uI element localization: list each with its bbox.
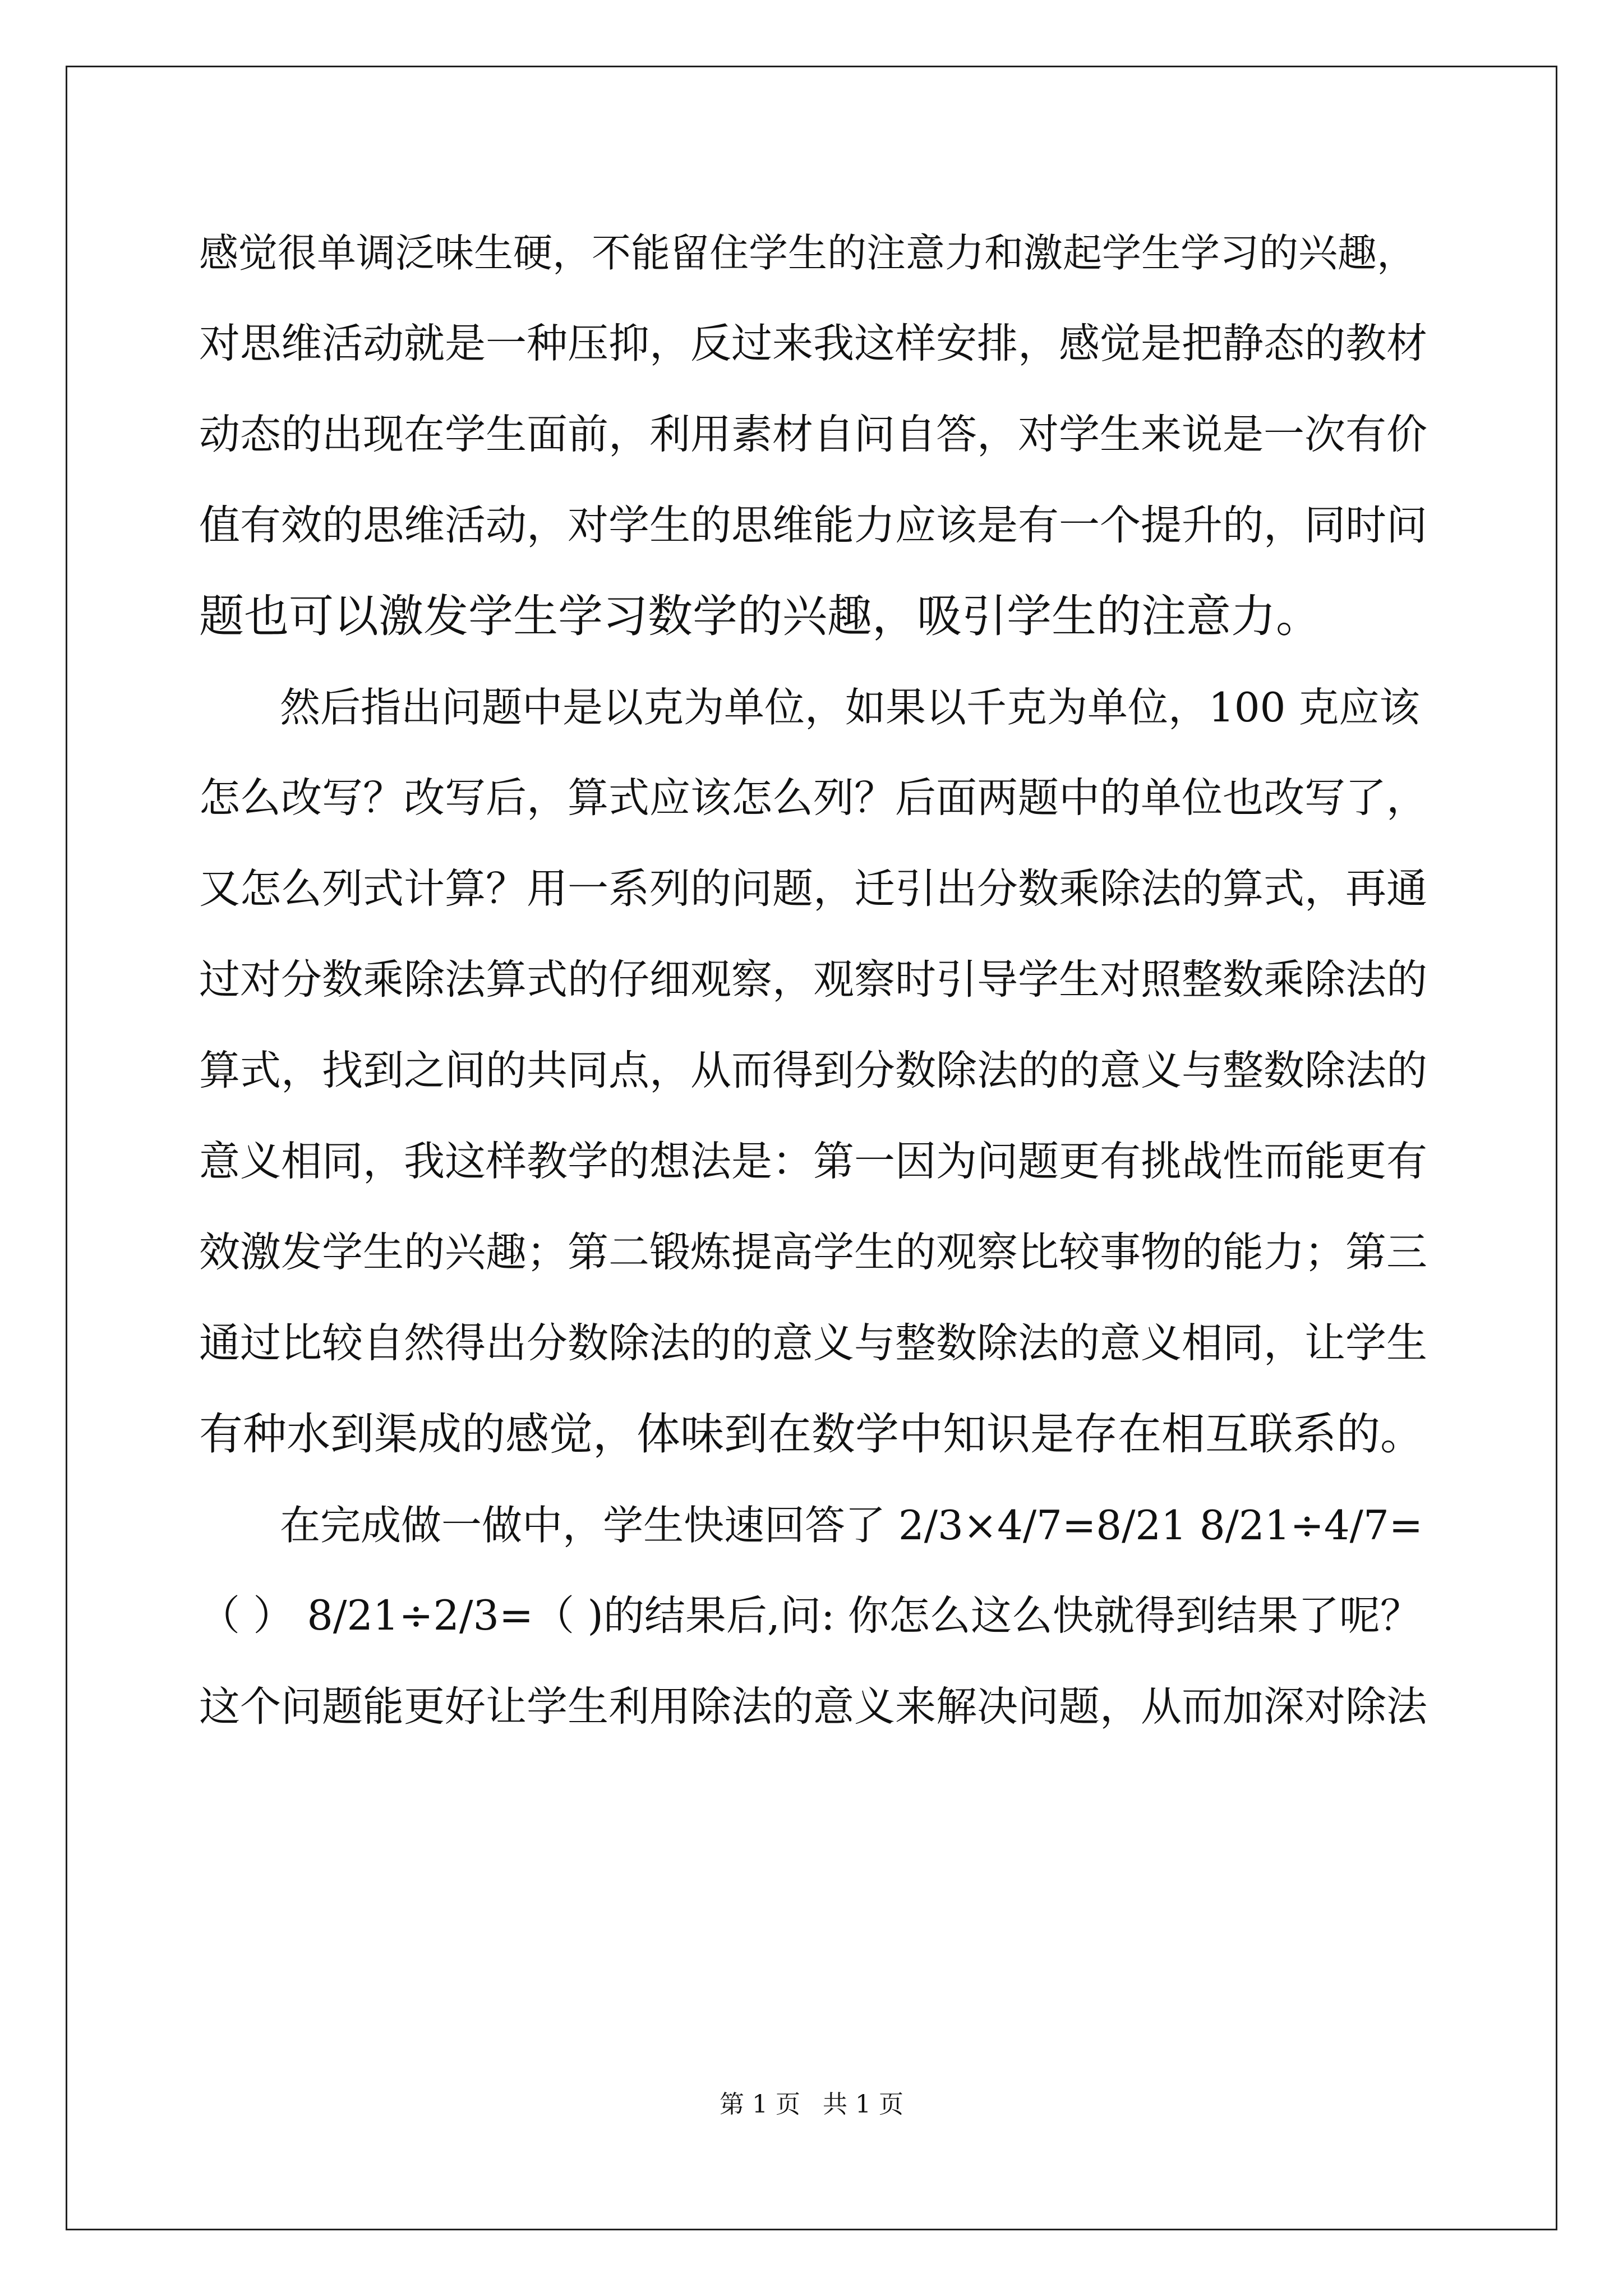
text-line: 怎么改写？改写后，算式应该怎么列？后面两题中的单位也改写了， xyxy=(199,774,1427,822)
page-footer xyxy=(0,2088,1623,2122)
text-line: 题也可以激发学生学习数学的兴趣，吸引学生的注意力。 xyxy=(199,590,1321,642)
text-line: 感觉很单调泛味生硬，不能留住学生的注意力和激起学生学习的兴趣， xyxy=(199,230,1416,276)
document-body xyxy=(199,208,1433,1752)
text-line: 通过比较自然得出分数除法的的意义与整数除法的意义相同，让学生 xyxy=(199,1319,1427,1367)
text-line: 值有效的思维活动，对学生的思维能力应该是有一个提升的，同时问 xyxy=(199,501,1427,549)
page-total: 共 1 页 xyxy=(823,2090,903,2119)
text-line: 动态的出现在学生面前，利用素材自问自答，对学生来说是一次有价 xyxy=(199,411,1427,458)
text-line: 过对分数乘除法算式的仔细观察，观察时引导学生对照整数乘除法的 xyxy=(199,956,1427,1004)
text-line: 意义相同，我这样教学的想法是：第一因为问题更有挑战性而能更有 xyxy=(199,1138,1427,1185)
text-line: 然后指出问题中是以克为单位，如果以千克为单位，100 克应该 xyxy=(199,684,1420,731)
text-line: 对思维活动就是一种压抑，反过来我这样安排，感觉是把静态的教材 xyxy=(199,320,1427,367)
text-line: 又怎么列式计算？用一系列的问题，迁引出分数乘除法的算式，再通 xyxy=(199,865,1427,913)
text-line: （ ） 8/21÷2/3=（ )的结果后,问: 你怎么这么快就得到结果了呢？ xyxy=(199,1592,1421,1640)
text-line: 有种水到渠成的感觉，体味到在数学中知识是存在相互联系的。 xyxy=(199,1409,1424,1460)
text-line: 在完成做一做中，学生快速回答了 2/3×4/7=8/21 8/21÷4/7= xyxy=(199,1502,1423,1549)
text-line: 算式，找到之间的共同点，从而得到分数除法的的意义与整数除法的 xyxy=(199,1047,1427,1094)
text-line: 效激发学生的兴趣；第二锻炼提高学生的观察比较事物的能力；第三 xyxy=(199,1228,1427,1276)
text-line: 这个问题能更好让学生利用除法的意义来解决问题，从而加深对除法 xyxy=(199,1683,1427,1731)
page-number: 第 1 页 xyxy=(720,2090,800,2119)
